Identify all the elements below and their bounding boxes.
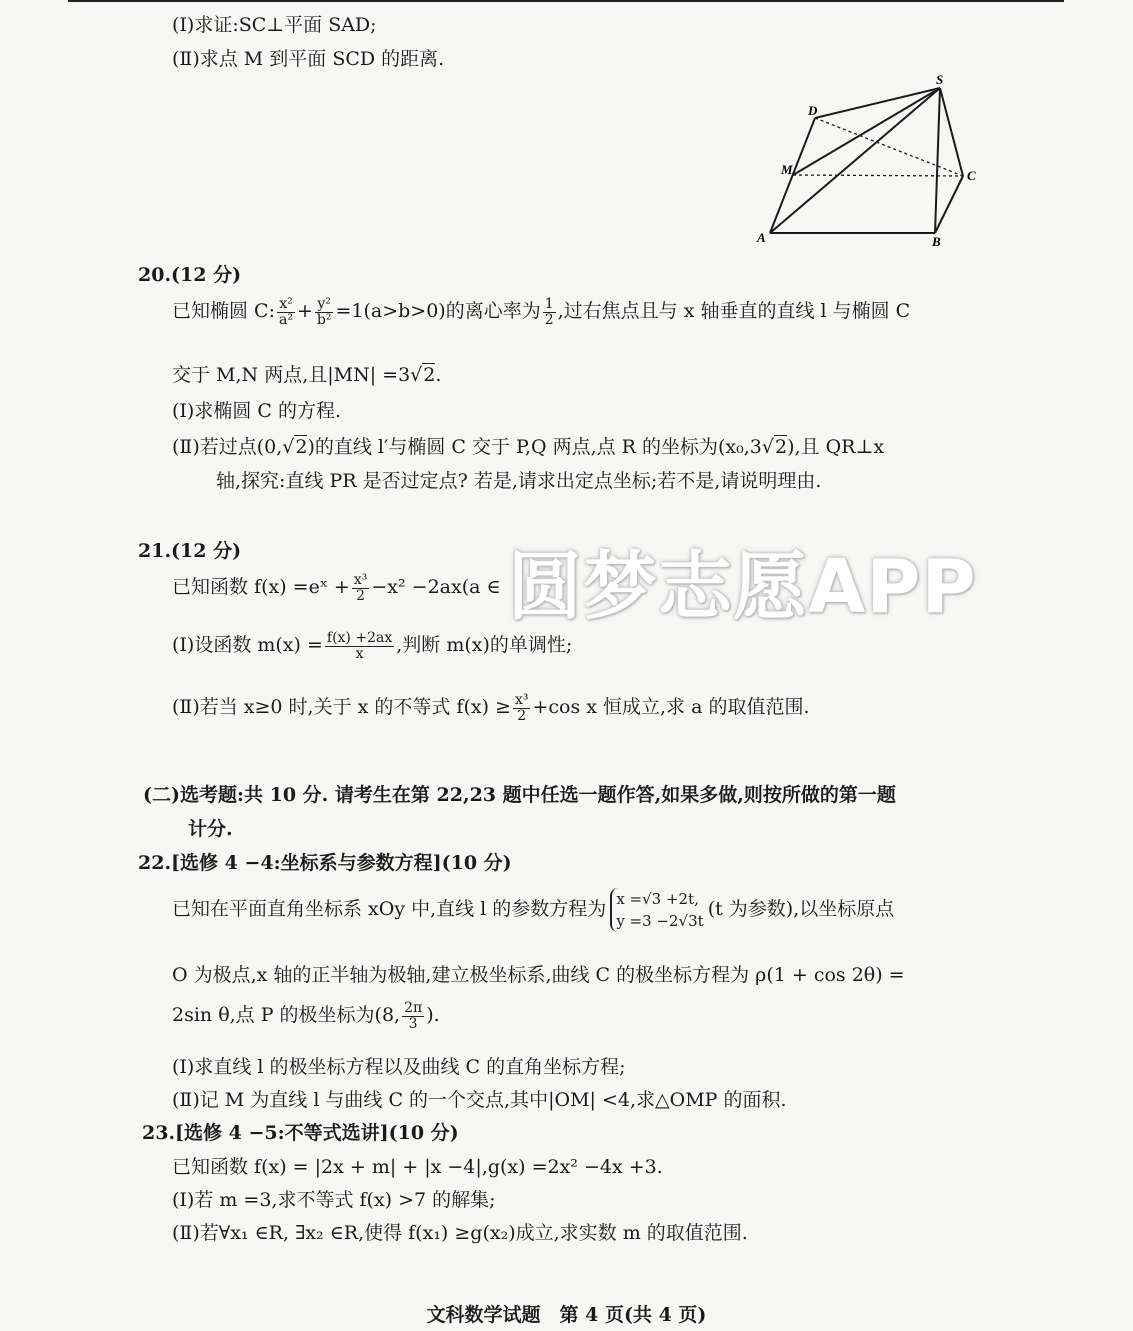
label-d: D: [808, 103, 818, 118]
q19-part2: (Ⅱ)求点 M 到平面 SCD 的距离.: [172, 48, 445, 70]
edge-ms: [793, 88, 940, 175]
frac-x3-2: $\frac{\text{x³}}{2}$: [353, 571, 368, 604]
edge-bs: [935, 88, 940, 233]
edge-sc: [940, 88, 963, 176]
q23-part1: (Ⅰ)若 m =3,求不等式 f(x) >7 的解集;: [172, 1189, 496, 1211]
watermark: 圆梦志愿APP: [508, 544, 977, 630]
label-c: C: [967, 168, 976, 183]
top-rule: [68, 0, 1064, 2]
pyramid-figure: [750, 68, 990, 253]
q20-stem-line2: 交于 M,N 两点,且|MN| =3√2.: [172, 364, 442, 386]
q22-part2: (Ⅱ)记 M 为直线 l 与曲线 C 的一个交点,其中|OM| <4,求△OMP 的面积.: [172, 1089, 787, 1111]
frac-x2-a2: $\frac{\text{x²}}{\text{a²}}$: [278, 295, 293, 328]
elective-note: (二)选考题:共 10 分. 请考生在第 22,23 题中任选一题作答,如果多做,则按所做的第一题: [143, 784, 896, 806]
q22-line3: 2sin θ,点 P 的极坐标为(8, $\frac{2\pi}{3}$ ).: [172, 999, 440, 1032]
q20-header: 20.(12 分): [138, 264, 242, 286]
q22-line2: O 为极点,x 轴的正半轴为极轴,建立极坐标系,曲线 C 的极坐标方程为 ρ(1 + cos 2θ) =: [172, 964, 905, 986]
edge-as: [770, 88, 940, 233]
q20-part1: (Ⅰ)求椭圆 C 的方程.: [172, 400, 341, 422]
param-equations: x =√3 +2t, y =3 −2√3t: [610, 888, 703, 932]
q19-part1: (Ⅰ)求证:SC⊥平面 SAD;: [172, 14, 377, 36]
frac-x3-2-b: $\frac{\text{x³}}{2}$: [514, 691, 529, 724]
q21-header: 21.(12 分): [138, 540, 242, 562]
frac-m-of-x: $\frac{f(x) +2ax}{x}$: [326, 629, 393, 662]
q21-part2: (Ⅱ)若当 x≥0 时,关于 x 的不等式 f(x) ≥ $\frac{\text{x³}}{2}$ +cos x 恒成立,求 a 的取值范围.: [172, 691, 810, 724]
frac-2pi-3: $\frac{2\pi}{3}$: [404, 999, 423, 1032]
label-s: S: [936, 72, 944, 87]
q20-part2-line2: 轴,探究:直线 PR 是否过定点? 若是,请求出定点坐标;若不是,请说明理由.: [216, 470, 822, 492]
q20-part2: (Ⅱ)若过点(0,√2)的直线 l′与椭圆 C 交于 P,Q 两点,点 R 的坐标为(x₀,3√2),且 QR⊥x: [172, 436, 885, 458]
edge-bc: [935, 176, 963, 233]
q22-header: 22.[选修 4 −4:坐标系与参数方程](10 分): [138, 852, 512, 874]
q23-part2: (Ⅱ)若∀x₁ ∈R, ∃x₂ ∈R,使得 f(x₁) ≥g(x₂)成立,求实数 m 的取值范围.: [172, 1222, 748, 1244]
label-m: M: [781, 162, 793, 177]
frac-y2-b2: $\frac{\text{y²}}{\text{b²}}$: [316, 295, 332, 328]
frac-one-half: $\frac{1}{2}$: [544, 295, 554, 328]
label-b: B: [932, 234, 941, 249]
q23-header: 23.[选修 4 −5:不等式选讲](10 分): [142, 1122, 459, 1144]
edge-dc-hidden: [815, 118, 963, 176]
q22-part1: (Ⅰ)求直线 l 的极坐标方程以及曲线 C 的直角坐标方程;: [172, 1056, 626, 1078]
q21-stem: 已知函数 f(x) =eˣ + $\frac{\text{x³}}{2}$ −x² −2ax(a ∈: [172, 571, 501, 604]
q22-stem: 已知在平面直角坐标系 xOy 中,直线 l 的参数方程为 x =√3 +2t, y =3 −2√3t (t 为参数),以坐标原点: [172, 890, 895, 930]
page-footer: 文科数学试题 第 4 页(共 4 页): [426, 1304, 707, 1326]
label-a: A: [757, 230, 766, 245]
q20-stem: 已知椭圆 C: $\frac{\text{x²}}{\text{a²}}$ + $\frac{\text{y²}}{\text{b²}}$ =1(a>b>0)的离心率为 $\frac{1}{2}$ ,过右焦点且与 x 轴垂直的直线 l 与椭圆 C: [172, 295, 911, 328]
q21-part1: (Ⅰ)设函数 m(x) = $\frac{f(x) +2ax}{x}$ ,判断 m(x)的单调性;: [172, 629, 573, 662]
q23-stem: 已知函数 f(x) = |2x + m| + |x −4|,g(x) =2x² −4x +3.: [172, 1156, 663, 1178]
elective-note-line2: 计分.: [188, 818, 233, 840]
